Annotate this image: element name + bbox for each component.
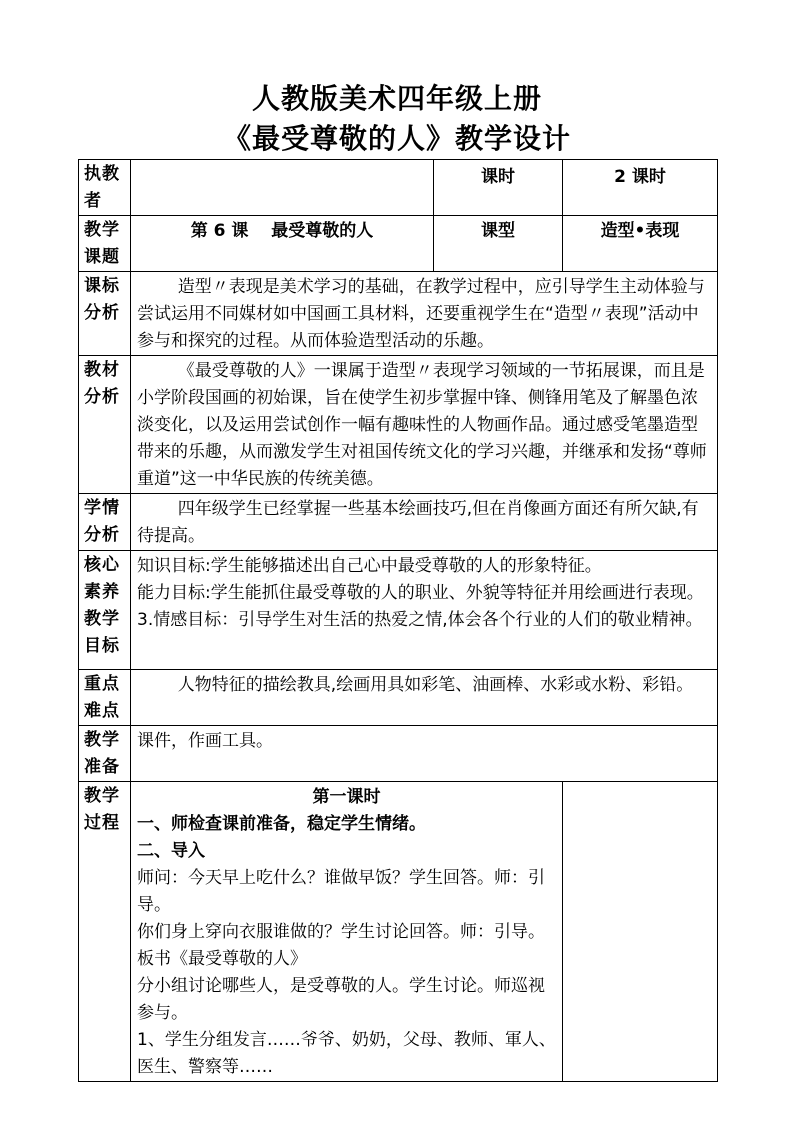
- student-label: 学情分析: [79, 494, 131, 551]
- session-title: 第一课时: [312, 787, 381, 807]
- period-label: 课时: [434, 160, 563, 216]
- row-preparation: [79, 726, 718, 782]
- teacher-value: [131, 160, 434, 216]
- goal-emotion: 3.情感目标：引导学生对生活的热爱之情,体会各个行业的人们的敬业精神。: [137, 610, 703, 630]
- row-teacher: [79, 160, 718, 216]
- process-line-3: 板书《最受尊敬的人》: [137, 949, 307, 969]
- core-label: 核心素养教学目标: [79, 551, 131, 670]
- process-content: [131, 782, 563, 1082]
- lesson-plan-table: [78, 159, 718, 1082]
- goal-knowledge: 知识目标:学生能够描述出自己心中最受尊敬的人的形象特征。: [137, 556, 602, 576]
- period-value: 2 课时: [563, 160, 718, 216]
- process-line-5: 1、学生分组发言……爷爷、奶奶，父母、教师、軍人、医生、警察等……: [137, 1030, 556, 1077]
- prep-text: 课件，作画工具。: [131, 726, 718, 782]
- process-note: [563, 782, 718, 1082]
- student-text: 四年级学生已经掌握一些基本绘画技巧,但在肖像画方面还有所欠缺,有待提高。: [131, 494, 718, 551]
- process-step-1: 一、师检查课前准备，稳定学生情绪。: [137, 814, 426, 834]
- key-points-text: 人物特征的描绘教具,绘画用具如彩笔、油画棒、水彩或水粉、彩铅。: [131, 670, 718, 726]
- row-curriculum-analysis: [79, 272, 718, 356]
- curriculum-text: 造型〃表现是美术学习的基础，在教学过程中，应引导学生主动体验与尝试运用不同媒材如中国画工具材料，还要重视学生在“造型〃表现”活动中参与和探究的过程。从而体验造型活动的乐趣。: [131, 272, 718, 356]
- process-line-4: 分小组讨论哪些人，是受尊敬的人。学生讨论。师巡视参与。: [137, 976, 545, 1023]
- core-goals: [131, 551, 718, 670]
- topic-value: 第 6 课 最受尊敬的人: [131, 216, 434, 272]
- type-value: 造型•表现: [563, 216, 718, 272]
- type-label: 课型: [434, 216, 563, 272]
- row-topic: [79, 216, 718, 272]
- row-key-points: [79, 670, 718, 726]
- textbook-label: 教材分析: [79, 356, 131, 494]
- process-step-2: 二、导入: [137, 841, 205, 861]
- curriculum-label: 课标分析: [79, 272, 131, 356]
- row-student-analysis: [79, 494, 718, 551]
- textbook-text: 《最受尊敬的人》一课属于造型〃表现学习领域的一节拓展课，而且是小学阶段国画的初始课，旨在使学生初步掌握中锋、侧锋用笔及了解墨色浓淡变化，以及运用尝试创作一幅有趣味性的人物画作品。通过感受笔墨造型带来的乐趣，从而激发学生对祖国传统文化的学习兴趣，并继承和发扬“尊师重道”这一中华民族的传统美德。: [131, 356, 718, 494]
- row-core-goals: [79, 551, 718, 670]
- row-textbook-analysis: [79, 356, 718, 494]
- process-line-2: 你们身上穿向衣服谁做的？学生讨论回答。师：引导。: [137, 922, 545, 942]
- prep-label: 教学准备: [79, 726, 131, 782]
- document-title-line1: 人教版美术四年级上册: [251, 82, 542, 115]
- process-label: 教学过程: [79, 782, 131, 1082]
- process-line-1: 师问：今天早上吃什么？谁做早饭？学生回答。师：引导。: [137, 868, 545, 915]
- goal-ability: 能力目标:学生能抓住最受尊敬的人的职业、外貌等特征并用绘画进行表现。: [137, 583, 704, 603]
- document-title-line2: 《最受尊敬的人》教学设计: [222, 122, 571, 155]
- teacher-label: 执教者: [79, 160, 131, 216]
- key-points-label: 重点难点: [79, 670, 131, 726]
- topic-label: 教学课题: [79, 216, 131, 272]
- row-process: [79, 782, 718, 1082]
